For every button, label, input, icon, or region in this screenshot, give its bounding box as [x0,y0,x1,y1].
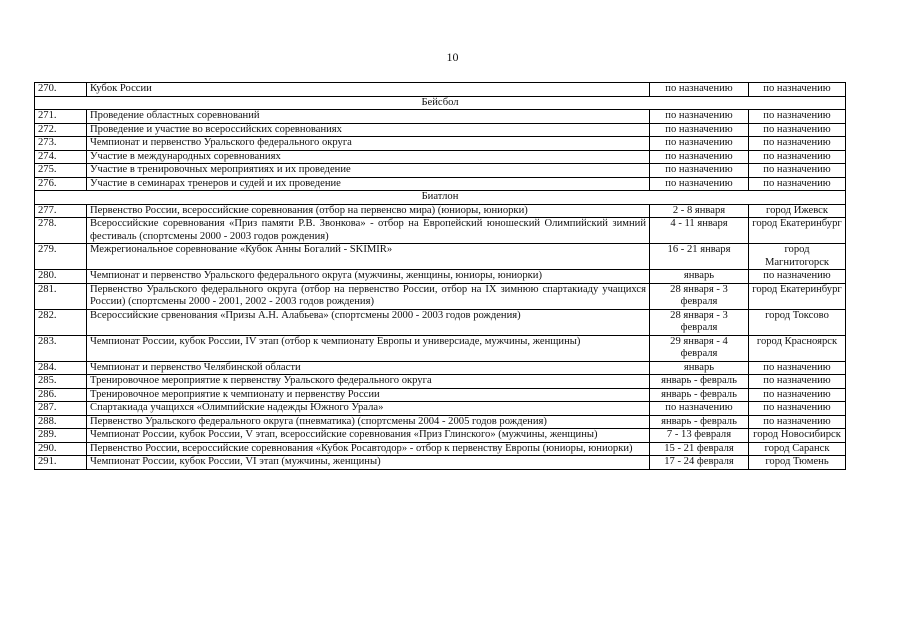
event-date: по назначению [650,150,749,164]
event-name: Чемпионат и первенство Челябинской области [87,361,650,375]
event-place: город Токсово [749,309,846,335]
event-name: Чемпионат и первенство Уральского федерального округа (мужчины, женщины, юниоры, юниорки) [87,270,650,284]
event-place: по назначению [749,415,846,429]
table-row [35,456,846,470]
event-date: 28 января - 3 февраля [650,283,749,309]
table-row [35,402,846,416]
event-date: январь - февраль [650,375,749,389]
event-date: 16 - 21 января [650,244,749,270]
event-name: Чемпионат России, кубок России, IV этап (отбор к чемпионату Европы и универсиаде, мужчины, женщины) [87,335,650,361]
events-table-body [35,83,846,470]
event-name: Спартакиада учащихся «Олимпийские надежды Южного Урала» [87,402,650,416]
event-name: Первенство Уральского федерального округа (пневматика) (спортсмены 2004 - 2005 годов рождения) [87,415,650,429]
page-number: 10 [446,50,459,64]
event-name: Участие в международных соревнованиях [87,150,650,164]
event-name: Всероссийские срвенования «Призы А.Н. Алабьева» (спортсмены 2000 - 2003 годов рождения) [87,309,650,335]
table-row [35,429,846,443]
event-name: Чемпионат России, кубок России, V этап, всероссийские соревнования «Приз Глинского» (мужчины, женщины) [87,429,650,443]
event-place: по назначению [749,164,846,178]
row-number: 285. [35,375,87,389]
event-date: 15 - 21 февраля [650,442,749,456]
row-number: 276. [35,177,87,191]
table-row [35,164,846,178]
table-row [35,270,846,284]
section-header-row [35,96,846,110]
row-number: 272. [35,123,87,137]
table-row [35,83,846,97]
table-row [35,218,846,244]
section-title: Бейсбол [35,96,846,110]
table-row [35,415,846,429]
event-date: январь - февраль [650,388,749,402]
event-place: город Тюмень [749,456,846,470]
event-name: Всероссийские соревнования «Приз памяти Р.В. Звонкова» - отбор на Европейский юношеский Олимпийский зимний фестиваль (спортсмены 2000 - 2003 годов рождения) [87,218,650,244]
row-number: 289. [35,429,87,443]
row-number: 283. [35,335,87,361]
table-row [35,361,846,375]
table-row [35,375,846,389]
event-name: Кубок России [87,83,650,97]
event-date: по назначению [650,123,749,137]
table-row [35,110,846,124]
event-place: по назначению [749,137,846,151]
event-name: Проведение областных соревнований [87,110,650,124]
table-row [35,123,846,137]
table-row [35,177,846,191]
event-place: по назначению [749,83,846,97]
table-row [35,442,846,456]
event-place: город Магнитогорск [749,244,846,270]
event-place: город Ижевск [749,204,846,218]
event-date: 29 января - 4 февраля [650,335,749,361]
row-number: 278. [35,218,87,244]
row-number: 282. [35,309,87,335]
event-date: по назначению [650,137,749,151]
row-number: 271. [35,110,87,124]
event-place: по назначению [749,123,846,137]
row-number: 280. [35,270,87,284]
table-row [35,150,846,164]
row-number: 291. [35,456,87,470]
row-number: 275. [35,164,87,178]
event-name: Чемпионат России, кубок России, VI этап (мужчины, женщины) [87,456,650,470]
event-place: по назначению [749,177,846,191]
row-number: 287. [35,402,87,416]
event-name: Межрегиональное соревнование «Кубок Анны Богалий - SKIMIR» [87,244,650,270]
table-row [35,309,846,335]
row-number: 279. [35,244,87,270]
event-name: Проведение и участие во всероссийских соревнованиях [87,123,650,137]
event-name: Участие в тренировочных мероприятиях и их проведение [87,164,650,178]
event-name: Чемпионат и первенство Уральского федерального округа [87,137,650,151]
event-date: 2 - 8 января [650,204,749,218]
table-row [35,244,846,270]
section-header-row [35,191,846,205]
event-place: по назначению [749,150,846,164]
event-place: по назначению [749,361,846,375]
row-number: 273. [35,137,87,151]
table-row [35,335,846,361]
table-row [35,283,846,309]
row-number: 277. [35,204,87,218]
event-place: город Новосибирск [749,429,846,443]
event-place: по назначению [749,388,846,402]
row-number: 281. [35,283,87,309]
row-number: 270. [35,83,87,97]
row-number: 284. [35,361,87,375]
event-name: Тренировочное мероприятие к чемпионату и первенству России [87,388,650,402]
event-date: по назначению [650,177,749,191]
event-place: город Екатеринбург [749,218,846,244]
event-place: по назначению [749,270,846,284]
event-date: январь - февраль [650,415,749,429]
event-date: 28 января - 3 февраля [650,309,749,335]
event-date: 7 - 13 февраля [650,429,749,443]
event-date: январь [650,270,749,284]
event-place: по назначению [749,402,846,416]
event-name: Первенство России, всероссийские соревнования (отбор на первенсво мира) (юниоры, юниорки) [87,204,650,218]
events-table [34,82,846,470]
row-number: 290. [35,442,87,456]
event-date: по назначению [650,110,749,124]
section-title: Биатлон [35,191,846,205]
event-place: по назначению [749,110,846,124]
event-date: по назначению [650,402,749,416]
event-date: по назначению [650,83,749,97]
event-name: Первенство России, всероссийские соревнования «Кубок Росавтодор» - отбор к первенству Европы (юниоры, юниорки) [87,442,650,456]
event-date: по назначению [650,164,749,178]
event-place: город Екатеринбург [749,283,846,309]
table-row [35,137,846,151]
row-number: 288. [35,415,87,429]
table-row [35,204,846,218]
event-date: 17 - 24 февраля [650,456,749,470]
row-number: 286. [35,388,87,402]
table-row [35,388,846,402]
event-name: Участие в семинарах тренеров и судей и их проведение [87,177,650,191]
row-number: 274. [35,150,87,164]
event-date: 4 - 11 января [650,218,749,244]
event-name: Тренировочное мероприятие к первенству Уральского федерального округа [87,375,650,389]
event-name: Первенство Уральского федерального округа (отбор на первенство России, отбор на IX зимнюю спартакиаду учащихся России) (спортсмены 2000 - 2001, 2002 - 2003 годов рождения) [87,283,650,309]
event-place: город Саранск [749,442,846,456]
event-place: по назначению [749,375,846,389]
event-date: январь [650,361,749,375]
event-place: город Красноярск [749,335,846,361]
